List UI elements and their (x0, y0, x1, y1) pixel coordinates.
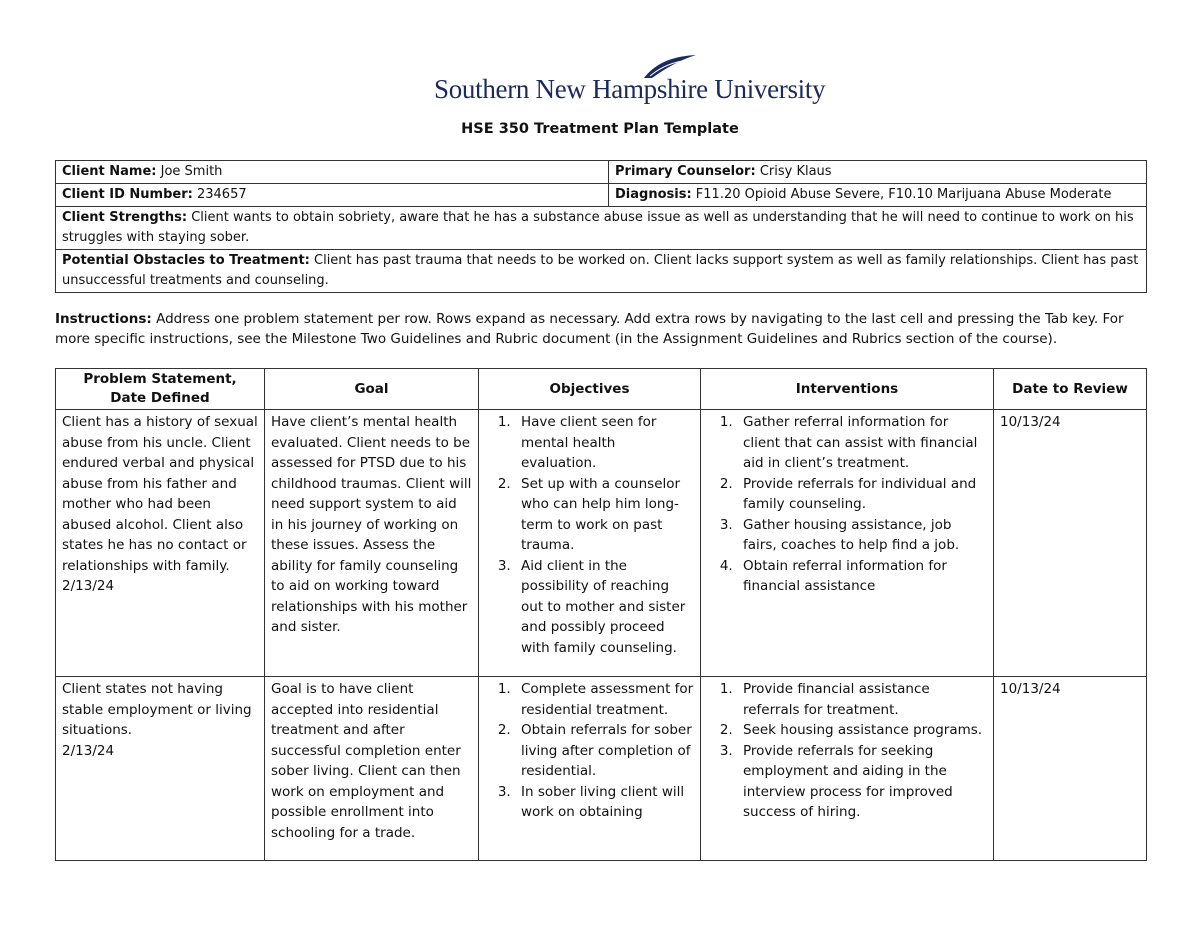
list-item: 3. Aid client in the possibility of reaching out to mother and sister and possibly proceed with family counseling. (515, 556, 694, 659)
client-strengths-cell (56, 207, 1147, 250)
objectives-list (485, 412, 694, 658)
primary-counselor-value: Crisy Klaus (759, 164, 832, 179)
table-header-row (56, 369, 1147, 410)
problem-cell (56, 677, 265, 861)
client-id-cell (56, 184, 609, 207)
header-objectives: Objectives (479, 369, 701, 410)
goal-cell: Have client’s mental health evaluated. Client needs to be assessed for PTSD due to his childhood traumas. Client will need support system to aid in his journey of working on these issues. Assess the ability for family counseling to aid on working toward relationships with his mother and sister. (265, 410, 479, 677)
university-logo (430, 52, 826, 104)
client-name-value: Joe Smith (160, 164, 223, 179)
instructions-label: Instructions: (55, 311, 152, 327)
header-problem-line2: Date Defined (110, 390, 210, 406)
interventions-list (707, 412, 987, 597)
list-item: 2. Obtain referrals for sober living after completion of residential. (515, 720, 694, 782)
primary-counselor-label: Primary Counselor: (615, 164, 756, 179)
goal-cell (265, 677, 479, 861)
problem-text: Client has a history of sexual abuse from his uncle. Client endured verbal and physical abuse from his father and mother who had been abused alcohol. Client also states he has no contact or relationships with family. (62, 414, 258, 574)
primary-counselor-cell (609, 161, 1147, 184)
obstacles-label: Potential Obstacles to Treatment: (62, 253, 310, 268)
list-item: 2. Provide referrals for individual and family counseling. (737, 474, 987, 515)
review-date-cell: 10/13/24 (994, 677, 1147, 861)
client-strengths-value: Client wants to obtain sobriety, aware that he has a substance abuse issue as well as understanding that he will need to continue to work on his struggles with staying sober. (62, 210, 1134, 245)
client-name-label: Client Name: (62, 164, 157, 179)
client-id-label: Client ID Number: (62, 187, 193, 202)
list-item: 2. Set up with a counselor who can help him long-term to work on past trauma. (515, 474, 694, 556)
diagnosis-value: F11.20 Opioid Abuse Severe, F10.10 Marijuana Abuse Moderate (695, 187, 1112, 202)
table-row (56, 677, 1147, 861)
list-item: 1. Have client seen for mental health evaluation. (515, 412, 694, 474)
list-item: 3. Provide referrals for seeking employment and aiding in the interview process for improved success of hiring. (737, 741, 987, 823)
interventions-cell (701, 410, 994, 677)
objectives-list (485, 679, 694, 823)
interventions-cell (701, 677, 994, 861)
review-date-cell: 10/13/24 (994, 410, 1147, 677)
client-id-value: 234657 (196, 187, 247, 202)
table-row (56, 410, 1147, 677)
goal-text: Goal is to have client accepted into residential treatment and after successful completion enter sober living. Client can then work on employment and possible enrollment into schooling for a trade. (271, 681, 461, 841)
list-item: 1. Gather referral information for client that can assist with financial aid in client’s treatment. (737, 412, 987, 474)
header-date-to-review: Date to Review (994, 369, 1147, 410)
diagnosis-label: Diagnosis: (615, 187, 692, 202)
client-info-table (55, 160, 1147, 293)
problem-date: 2/13/24 (62, 578, 115, 594)
obstacles-cell (56, 250, 1147, 293)
objectives-cell (479, 677, 701, 861)
university-name: Southern New Hampshire University (434, 74, 826, 104)
header-interventions: Interventions (701, 369, 994, 410)
header-problem (56, 369, 265, 410)
client-name-cell (56, 161, 609, 184)
treatment-plan-table (55, 368, 1147, 861)
instructions-paragraph (55, 309, 1125, 349)
diagnosis-cell (609, 184, 1147, 207)
obstacles-value: Client has past trauma that needs to be worked on. Client lacks support system as well as family relationships. Client has past unsuccessful treatments and counseling. (62, 253, 1139, 288)
list-item: 1. Complete assessment for residential treatment. (515, 679, 694, 720)
list-item: 2. Seek housing assistance programs. (737, 720, 987, 741)
problem-text: Client states not having stable employment or living situations. (62, 681, 252, 738)
problem-cell (56, 410, 265, 677)
problem-date: 2/13/24 (62, 742, 115, 759)
header-problem-line1: Problem Statement, (83, 371, 237, 387)
instructions-text: Address one problem statement per row. Rows expand as necessary. Add extra rows by navigating to the last cell and pressing the Tab key. For more specific instructions, see the Milestone Two Guidelines and Rubric document (in the Assignment Guidelines and Rubrics section of the course). (55, 311, 1124, 347)
list-item: 3. In sober living client will work on obtaining (515, 782, 694, 823)
objectives-cell (479, 410, 701, 677)
page-title: HSE 350 Treatment Plan Template (461, 121, 739, 137)
header-goal: Goal (265, 369, 479, 410)
list-item: 1. Provide financial assistance referrals for treatment. (737, 679, 987, 720)
list-item: 4. Obtain referral information for financial assistance (737, 556, 987, 597)
list-item: 3. Gather housing assistance, job fairs, coaches to help find a job. (737, 515, 987, 556)
interventions-list (707, 679, 987, 823)
client-strengths-label: Client Strengths: (62, 210, 188, 225)
